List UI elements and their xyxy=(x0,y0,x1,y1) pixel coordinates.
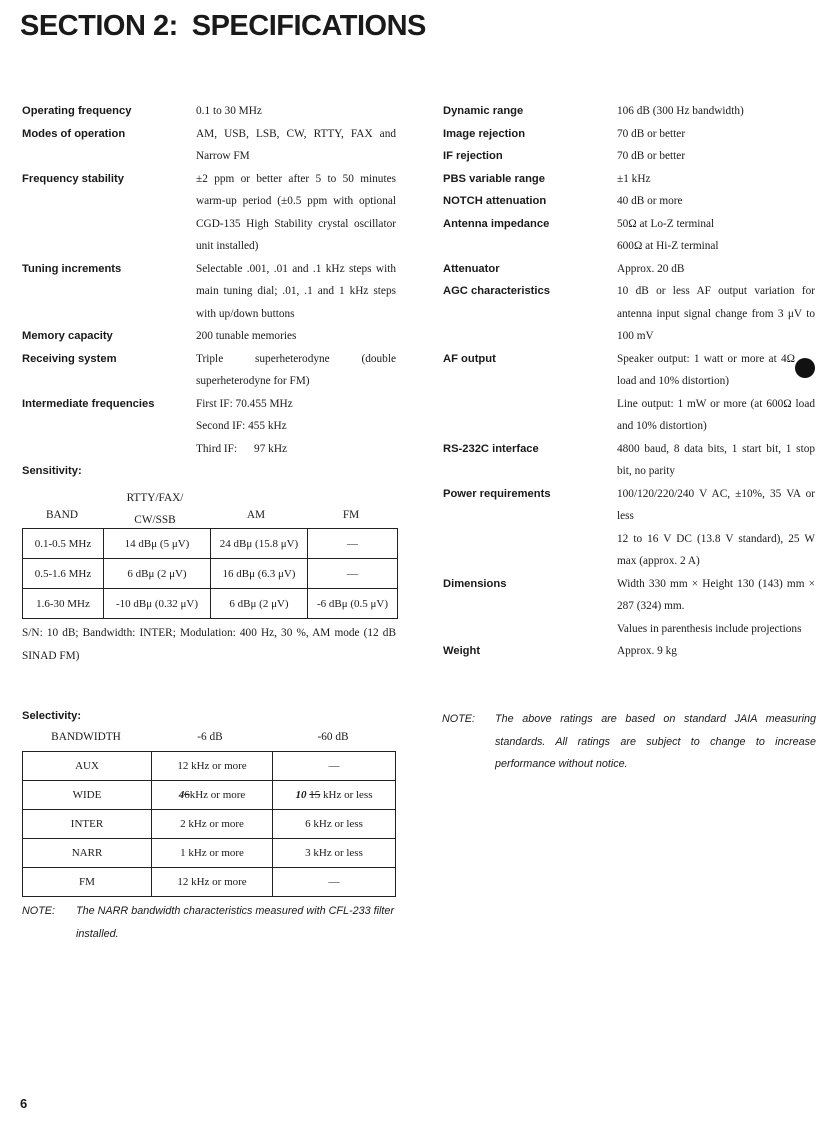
sensitivity-heading: Sensitivity: xyxy=(22,465,82,477)
value-para: 12 to 16 V DC (13.8 V standard), 25 W max (approx. 2 A) xyxy=(617,532,815,567)
spec-value: Selectable .001, .01 and .1 kHz steps with main tuning dial; .01, .1 and 1 kHz steps with up/down buttons xyxy=(196,262,396,320)
table-cell: 6 kHz or less xyxy=(273,810,396,839)
selectivity-table xyxy=(22,751,396,897)
struck-value: 15 xyxy=(309,789,321,801)
ratings-note xyxy=(442,708,816,776)
table-row xyxy=(23,781,396,810)
spec-row xyxy=(443,573,815,641)
spec-label: PBS variable range xyxy=(443,172,545,185)
spec-label: AF output xyxy=(443,352,496,365)
spec-row xyxy=(22,348,396,393)
handwritten-value: 10 xyxy=(295,789,307,801)
spec-row xyxy=(443,438,815,483)
note-text: The above ratings are based on standard JAIA measuring standards. All ratings are subject to change to increase performance without notice. xyxy=(495,713,816,770)
sensitivity-note: S/N: 10 dB; Bandwidth: INTER; Modulation: 400 Hz, 30 %, AM mode (12 dB SINAD FM) xyxy=(22,627,396,662)
spec-row xyxy=(22,168,396,258)
table-cell: 0.1-0.5 MHz xyxy=(23,529,104,559)
spec-row xyxy=(443,190,815,213)
table-row xyxy=(23,810,396,839)
table-cell: 1 kHz or more xyxy=(152,839,273,868)
value-para: Line output: 1 mW or more (at 600Ω load and 10% distortion) xyxy=(617,397,815,432)
table-cell: 16 dBμ (6.3 μV) xyxy=(211,559,308,589)
table-cell: 0.5-1.6 MHz xyxy=(23,559,104,589)
table-cell: WIDE xyxy=(23,781,152,810)
table-cell: 14 dBμ (5 μV) xyxy=(104,529,211,559)
spec-row xyxy=(22,325,396,348)
spec-value: AM, USB, LSB, CW, RTTY, FAX and Narrow FM xyxy=(196,127,396,162)
spec-row xyxy=(443,213,815,258)
struck-value: 6 xyxy=(184,789,190,801)
cell-text: kHz or less xyxy=(323,789,373,801)
value-para: 100/120/220/240 V AC, ±10%, 35 VA or less xyxy=(617,487,815,522)
spec-row xyxy=(443,348,815,438)
selectivity-note xyxy=(22,900,398,945)
spec-label: AGC characteristics xyxy=(443,285,550,297)
spec-label: NOTCH attenuation xyxy=(443,195,547,207)
table-cell: — xyxy=(273,868,396,897)
spec-label: Power requirements xyxy=(443,487,551,500)
section-name: SPECIFICATIONS xyxy=(191,10,426,42)
table-cell: 6 dBμ (2 μV) xyxy=(104,559,211,589)
table-row xyxy=(23,559,398,589)
spec-label: Memory capacity xyxy=(22,330,113,342)
table-row xyxy=(23,589,398,619)
value-line: 600Ω at Hi-Z terminal xyxy=(617,240,719,252)
spec-value: ±2 ppm or better after 5 to 50 minutes warm-up period (±0.5 ppm with optional CGD-135 High Stability crystal oscillator unit installed) xyxy=(196,172,396,252)
page-title xyxy=(20,10,440,43)
note-text: The NARR bandwidth characteristics measured with CFL-233 filter installed. xyxy=(76,905,395,940)
table-cell: FM xyxy=(23,868,152,897)
spec-row xyxy=(443,280,815,348)
spec-label: Antenna impedance xyxy=(443,217,550,230)
handwritten-value: 4 xyxy=(178,789,185,801)
right-spec-list xyxy=(443,100,815,663)
if-line: First IF: 70.455 MHz xyxy=(196,397,293,410)
spec-label: Attenuator xyxy=(443,262,500,275)
spec-value: 40 dB or more xyxy=(617,195,683,207)
table-cell: — xyxy=(308,529,398,559)
spec-value xyxy=(617,213,815,258)
col-header-6db: -6 dB xyxy=(197,731,223,743)
table-cell: INTER xyxy=(23,810,152,839)
value-line: 50Ω at Lo-Z terminal xyxy=(617,217,715,230)
if-line: Third IF: 97 kHz xyxy=(196,442,287,455)
spec-value: 70 dB or better xyxy=(617,150,686,162)
table-cell xyxy=(152,781,273,810)
table-cell: 6 dBμ (2 μV) xyxy=(211,589,308,619)
col-header-bandwidth: BANDWIDTH xyxy=(51,731,121,743)
spec-row xyxy=(443,145,815,168)
spec-value: 4800 baud, 8 data bits, 1 start bit, 1 stop bit, no parity xyxy=(617,442,815,477)
cell-text: kHz or more xyxy=(189,789,246,801)
table-cell: -6 dBμ (0.5 μV) xyxy=(308,589,398,619)
spec-row xyxy=(22,393,396,461)
table-cell: 3 kHz or less xyxy=(273,839,396,868)
col-header-60db: -60 dB xyxy=(317,731,349,743)
table-cell: 2 kHz or more xyxy=(152,810,273,839)
spec-row xyxy=(22,258,396,326)
spec-row xyxy=(22,100,396,123)
col-header-band: BAND xyxy=(45,509,78,521)
spec-value xyxy=(617,483,815,573)
spec-row xyxy=(443,168,815,191)
table-row xyxy=(23,752,396,781)
spec-value: Approx. 20 dB xyxy=(617,262,685,275)
table-cell: 12 kHz or more xyxy=(152,752,273,781)
spec-label: Image rejection xyxy=(443,127,526,140)
spec-value: 200 tunable memories xyxy=(196,330,297,342)
spec-label: Dimensions xyxy=(443,577,507,590)
ink-blot xyxy=(795,358,815,378)
table-cell: AUX xyxy=(23,752,152,781)
table-cell: 1.6-30 MHz xyxy=(23,589,104,619)
table-cell: 12 kHz or more xyxy=(152,868,273,897)
table-cell: -10 dBμ (0.32 μV) xyxy=(104,589,211,619)
sensitivity-table xyxy=(22,528,398,619)
col-header-cw-ssb: RTTY/FAX/ CW/SSB xyxy=(126,492,184,526)
table-cell: NARR xyxy=(23,839,152,868)
spec-row xyxy=(22,123,396,168)
note-tag: NOTE: xyxy=(22,905,55,917)
section-number: SECTION 2: xyxy=(20,10,178,42)
spec-value: Triple superheterodyne (double superheterodyne for FM) xyxy=(196,352,396,387)
spec-value: 10 dB or less AF output variation for antenna input signal change from 3 μV to 100 mV xyxy=(617,285,815,342)
spec-row xyxy=(443,640,815,663)
table-cell: 24 dBμ (15.8 μV) xyxy=(211,529,308,559)
value-para: Values in parenthesis include projections xyxy=(617,622,802,635)
table-cell: — xyxy=(273,752,396,781)
spec-label: Weight xyxy=(443,645,481,657)
if-line: Second IF: 455 kHz xyxy=(196,420,287,432)
table-row xyxy=(23,529,398,559)
value-para: Width 330 mm × Height 130 (143) mm × 287 (324) mm. xyxy=(617,577,815,612)
spec-row xyxy=(443,483,815,573)
spec-value: ±1 kHz xyxy=(617,172,651,185)
spec-label: IF rejection xyxy=(443,150,503,162)
spec-value xyxy=(617,348,815,438)
spec-label: Frequency stability xyxy=(22,172,124,185)
spec-value: 106 dB (300 Hz bandwidth) xyxy=(617,105,744,117)
col-header-am: AM xyxy=(246,509,266,521)
selectivity-heading: Selectivity: xyxy=(22,710,82,722)
spec-label: Dynamic range xyxy=(443,105,524,117)
spec-row xyxy=(443,258,815,281)
spec-label: Tuning increments xyxy=(22,262,122,275)
spec-value: 70 dB or better xyxy=(617,127,686,140)
page-number: 6 xyxy=(20,1096,28,1111)
spec-row xyxy=(443,123,815,146)
table-cell xyxy=(273,781,396,810)
col-header-fm: FM xyxy=(342,509,360,521)
spec-value: Approx. 9 kg xyxy=(617,645,677,657)
spec-value xyxy=(196,393,396,461)
spec-label: Modes of operation xyxy=(22,127,126,140)
spec-label: Operating frequency xyxy=(22,105,132,117)
left-spec-list xyxy=(22,100,396,460)
spec-label: Receiving system xyxy=(22,352,117,365)
table-cell: — xyxy=(308,559,398,589)
spec-label: RS-232C interface xyxy=(443,442,539,455)
spec-row xyxy=(443,100,815,123)
table-row xyxy=(23,868,396,897)
table-row xyxy=(23,839,396,868)
value-para: Speaker output: 1 watt or more at 4Ω load and 10% distortion) xyxy=(617,352,795,387)
spec-value xyxy=(617,573,815,641)
spec-value: 0.1 to 30 MHz xyxy=(196,105,262,117)
note-tag: NOTE: xyxy=(442,713,475,725)
spec-label: Intermediate frequencies xyxy=(22,397,155,410)
